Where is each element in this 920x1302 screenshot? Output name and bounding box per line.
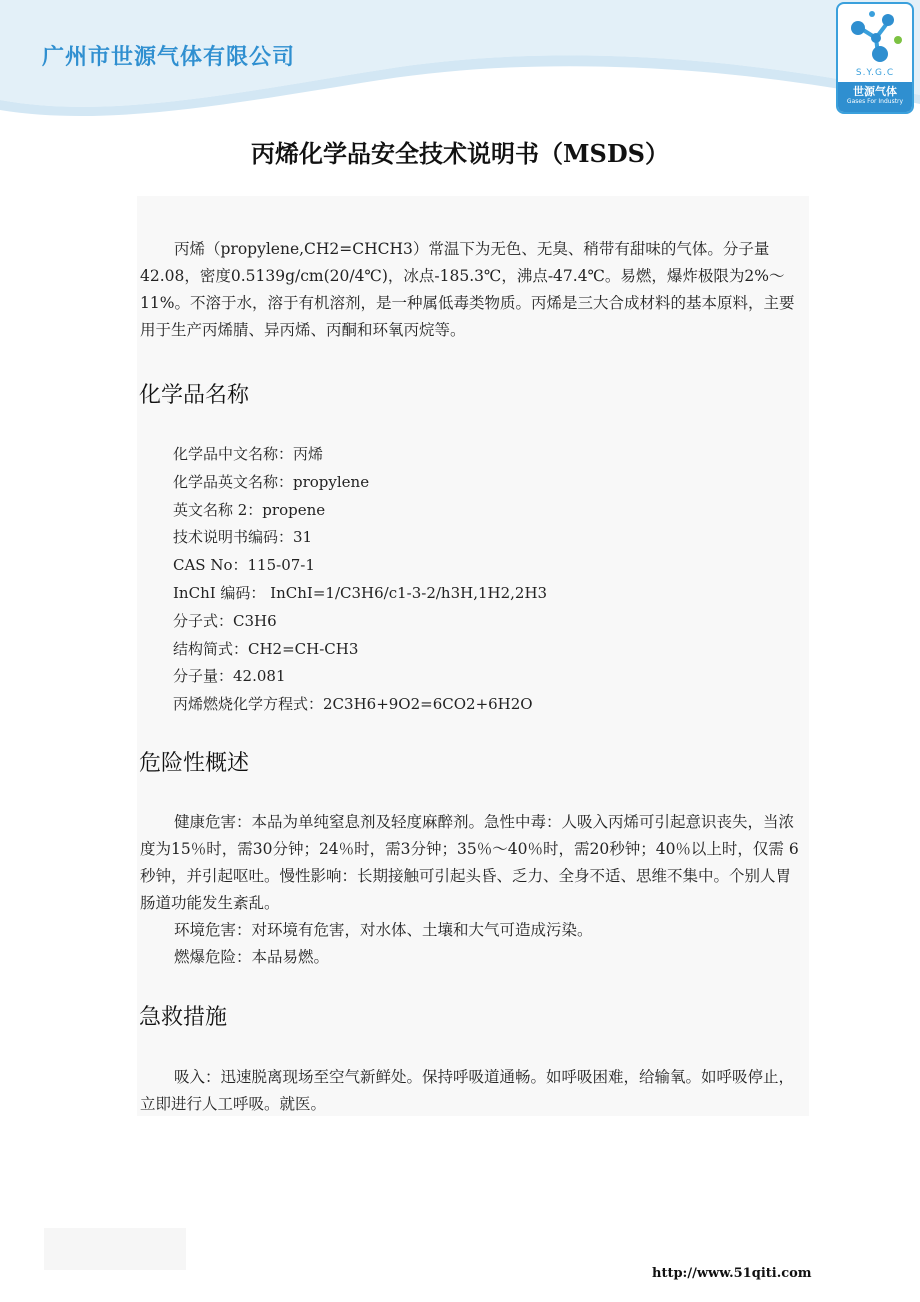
list-item: 结构简式：CH2=CH-CH3 (173, 639, 359, 658)
list-item: 分子式：C3H6 (173, 611, 277, 630)
list-item: 分子量：42.081 (173, 667, 286, 686)
logo-band (838, 82, 912, 112)
logo-english-tagline: Gases For Industry (846, 98, 904, 105)
company-logo (836, 2, 914, 114)
environment-hazard-paragraph: 环境危害：对环境有危害，对水体、土壤和大气可造成污染。 (174, 921, 593, 939)
company-name: 广州市世源气体有限公司 (42, 45, 296, 70)
section-heading-hazard: 危险性概述 (139, 751, 250, 776)
list-item: 技术说明书编码：31 (173, 528, 313, 547)
health-hazard-paragraph: 健康危害：本品为单纯窒息剂及轻度麻醉剂。急性中毒：人吸入丙烯可引起意识丧失，当浓度为15％时，需30分钟；24％时，需3分钟；35％～40％时，需20秒钟；40％以上时，仅需 6 秒钟，并引起呕吐。慢性影响：长期接触可引起头昏、乏力、全身不适、思维不集中。个别人胃肠道功能发生紊乱。 (140, 813, 799, 912)
footer-decoration (44, 1228, 186, 1270)
list-item: 化学品英文名称：propylene (173, 472, 370, 491)
logo-chinese-name: 世源气体 (853, 85, 897, 98)
list-item: InChI 编码： InChI=1/C3H6/c1-3-2/h3H,1H2,2H3 (173, 583, 548, 602)
document-title: 丙烯化学品安全技术说明书（MSDS） (250, 139, 670, 168)
fire-hazard-paragraph: 燃爆危险：本品易燃。 (174, 948, 330, 966)
molecule-icon (838, 4, 912, 70)
section-heading-first-aid: 急救措施 (139, 1005, 228, 1030)
content-panel (137, 196, 809, 1116)
section-heading-name: 化学品名称 (139, 383, 250, 408)
list-item: 化学品中文名称：丙烯 (173, 445, 324, 463)
list-item: 丙烯燃烧化学方程式：2C3H6+9O2=6CO2+6H2O (173, 695, 533, 714)
name-list (173, 441, 547, 719)
intro-paragraph: 丙烯（propylene,CH2=CHCH3）常温下为无色、无臭、稍带有甜味的气体。分子量42.08，密度0.5139g/cm(20/4℃)，冰点-185.3℃，沸点-47.4℃。易燃，爆炸极限为2%～11%。不溶于水，溶于有机溶剂，是一种属低毒类物质。丙烯是三大合成材料的基本原料，主要用于生产丙烯腈、异丙烯、丙酮和环氧丙烷等。 (140, 240, 795, 339)
logo-abbr: S.Y.G.C (855, 68, 895, 78)
footer-url-link[interactable]: http://www.51qiti.com (652, 1266, 812, 1281)
list-item: CAS No：115-07-1 (173, 556, 315, 575)
inhalation-paragraph: 吸入：迅速脱离现场至空气新鲜处。保持呼吸道通畅。如呼吸困难，给输氧。如呼吸停止，立即进行人工呼吸。就医。 (140, 1068, 795, 1113)
list-item: 英文名称 2：propene (173, 500, 326, 519)
